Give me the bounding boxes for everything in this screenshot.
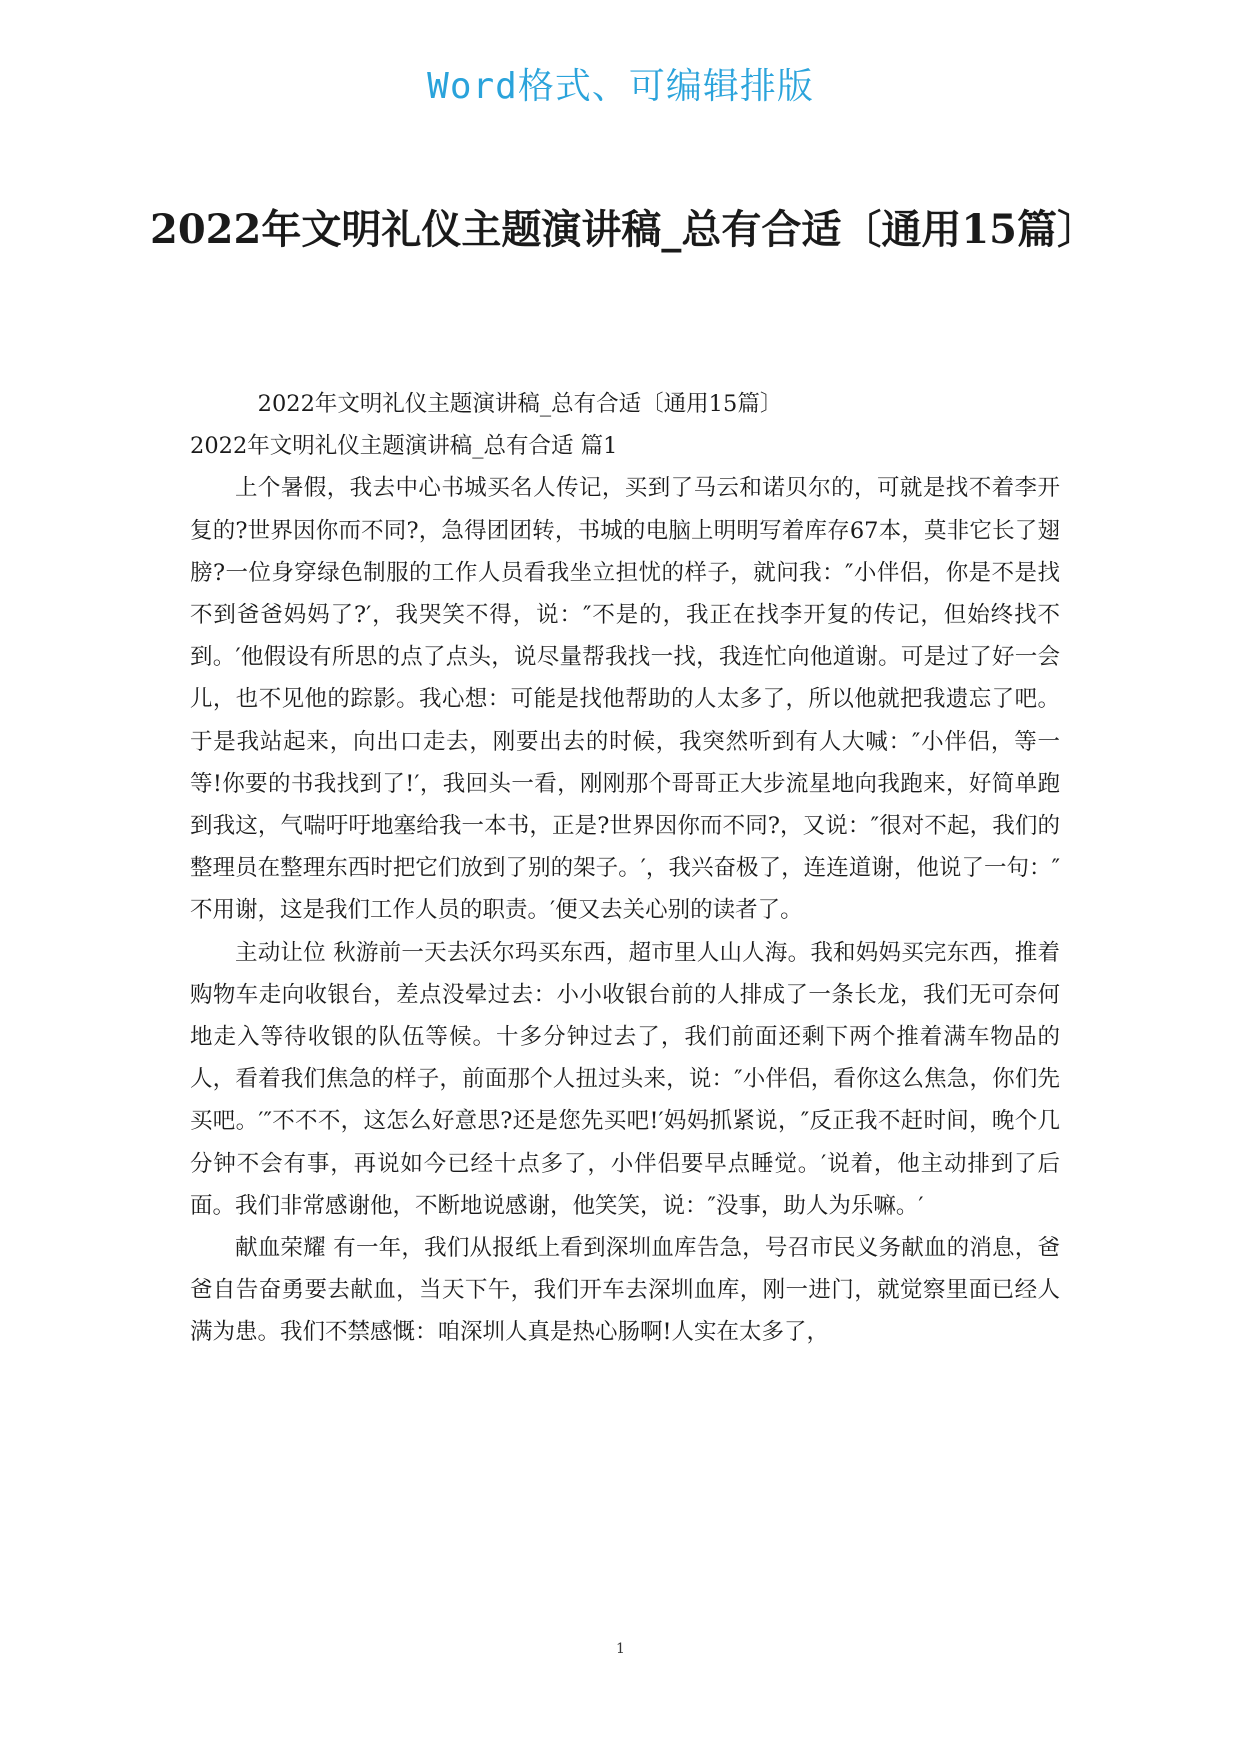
paragraph: 献血荣耀 有一年，我们从报纸上看到深圳血库告急，号召市民义务献血的消息，爸爸自告奋勇要去献血，当天下午，我们开车去深圳血库，刚一进门，就觉察里面已经人满为患。我们不禁感慨：咱深圳人真是热心肠啊!人实在太多了， [190,1235,1060,1346]
watermark-header: Word格式、可编辑排版 [427,66,814,107]
page-number: 1 [616,1641,625,1657]
paragraph: 主动让位 秋游前一天去沃尔玛买东西，超市里人山人海。我和妈妈买完东西，推着购物车走向收银台，差点没晕过去：小小收银台前的人排成了一条长龙，我们无可奈何地走入等待收银的队伍等候。十多分钟过去了，我们前面还剩下两个推着满车物品的人，看着我们焦急的样子，前面那个人扭过头来，说：″小伴侣，看你这么焦急，你们先买吧。′″不不不，这怎么好意思?还是您先买吧!′妈妈抓紧说，″反正我不赶时间，晚个几分钟不会有事，再说如今已经十点多了，小伴侣要早点睡觉。′说着，他主动排到了后面。我们非常感谢他，不断地说感谢，他笑笑，说：″没事，助人为乐嘛。′ [190,939,1060,1219]
document-subtitle: 2022年文明礼仪主题演讲稿_总有合适〔通用15篇〕 [257,391,783,417]
section-heading: 2022年文明礼仪主题演讲稿_总有合适 篇1 [190,433,618,460]
document-body [190,383,1060,1354]
paragraph: 上个暑假，我去中心书城买名人传记，买到了马云和诺贝尔的，可就是找不着李开复的?世界因你而不同?，急得团团转，书城的电脑上明明写着库存67本，莫非它长了翅膀?一位身穿绿色制服的工作人员看我坐立担忧的样子，就问我：″小伴侣，你是不是找不到爸爸妈妈了?′，我哭笑不得，说：″不是的，我正在找李开复的传记，但始终找不到。′他假设有所思的点了点头，说尽量帮我找一找，我连忙向他道谢。可是过了好一会儿，也不见他的踪影。我心想：可能是找他帮助的人太多了，所以他就把我遗忘了吧。于是我站起来，向出口走去，刚要出去的时候，我突然听到有人大喊：″小伴侣，等一等!你要的书我找到了!′，我回头一看，刚刚那个哥哥正大步流星地向我跑来，好简单跑到我这，气喘吁吁地塞给我一本书，正是?世界因你而不同?，又说：″很对不起，我们的整理员在整理东西时把它们放到了别的架子。′，我兴奋极了，连连道谢，他说了一句：″不用谢，这是我们工作人员的职责。′便又去关心别的读者了。 [190,475,1060,924]
document-title: 2022年文明礼仪主题演讲稿_总有合适〔通用15篇〕 [150,206,1097,253]
